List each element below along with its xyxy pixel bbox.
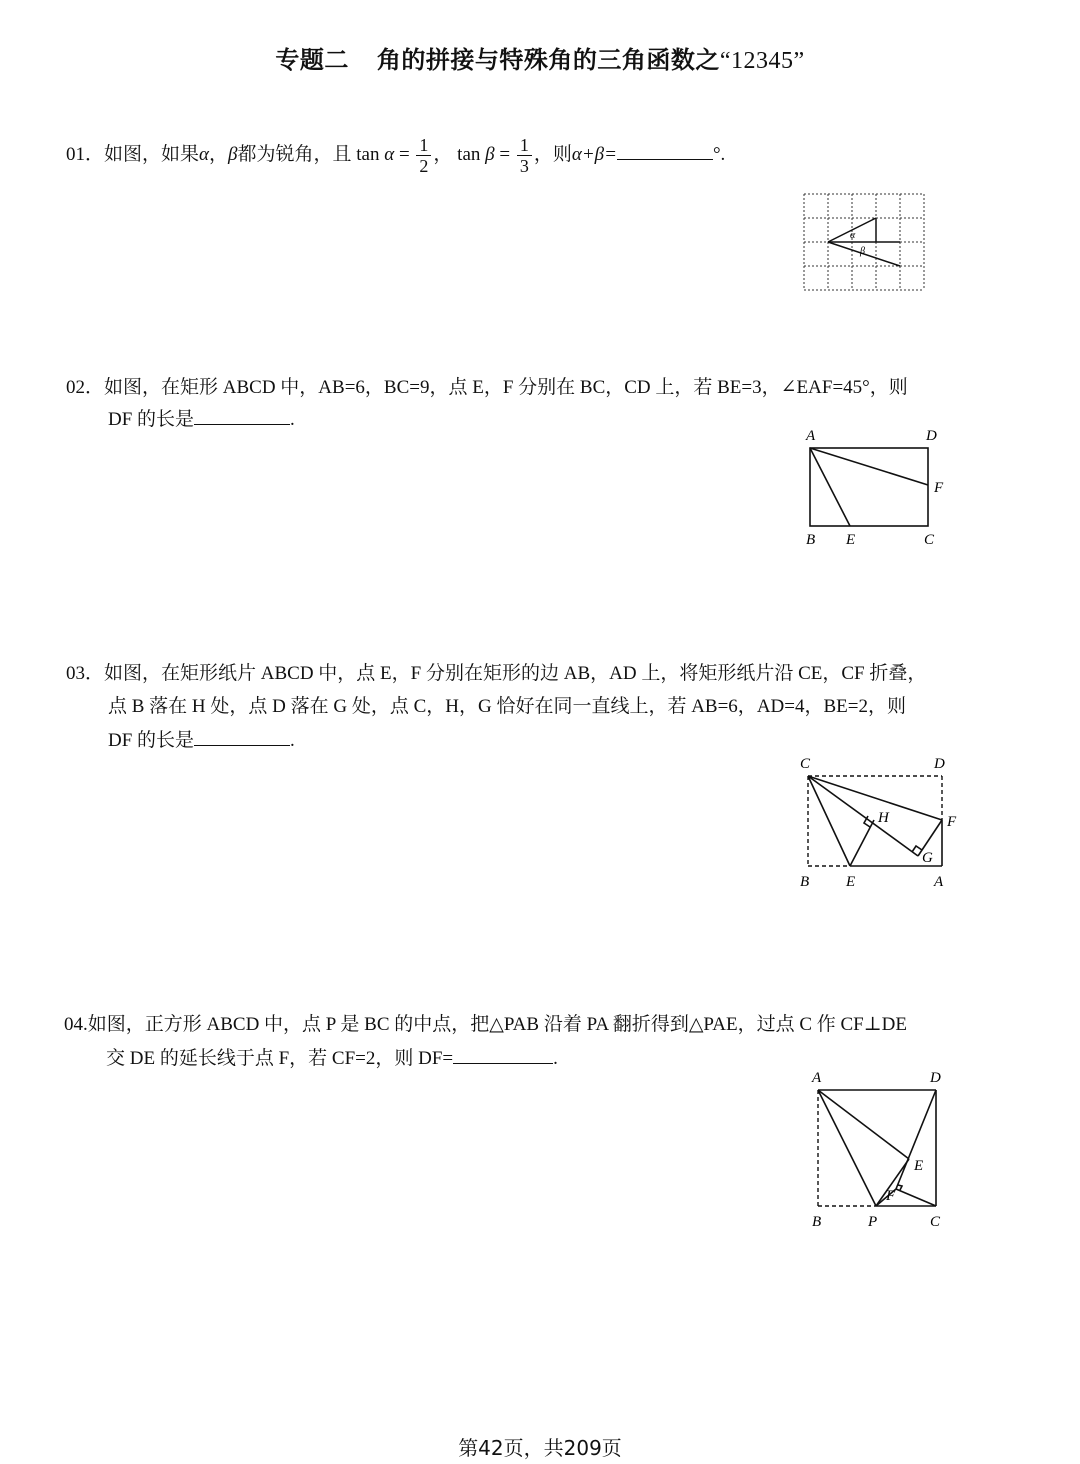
q1-text-a: 如图，如果 <box>104 143 200 165</box>
q1-end: °. <box>712 143 726 165</box>
fraction-one-half <box>416 135 431 176</box>
q3-text-1: 如图，在矩形纸片 ABCD 中，点 E，F 分别在矩形的边 AB，AD 上，将矩形纸片沿 CE，CF 折叠， <box>104 663 927 684</box>
q3-label-g: G <box>922 850 933 866</box>
q1-beta: β <box>228 143 238 165</box>
q3-label-e: E <box>846 874 856 890</box>
q2-text-2: DF 的长是 <box>108 409 195 430</box>
q4-answer-blank[interactable] <box>453 1045 553 1064</box>
page-number-footer: 第42页，共209页 <box>458 1436 622 1460</box>
q2-end: . <box>290 409 295 430</box>
q1-sum: α+β= <box>571 143 617 165</box>
q2-label-c: C <box>924 532 935 548</box>
q1-grid-figure <box>798 188 934 298</box>
q1-beta-2: β <box>485 143 495 165</box>
q1-number: 01． <box>66 143 105 165</box>
q1-answer-blank[interactable] <box>617 141 713 160</box>
q1-text-b: 都为锐角，且 tan <box>237 143 380 165</box>
q4-text-1: 如图，正方形 ABCD 中，点 P 是 BC 的中点，把△PAB 沿着 PA 翻折得到△PAE，过点 C 作 CF⊥DE <box>87 1014 907 1035</box>
q3-folded-rectangle-figure <box>792 750 972 896</box>
q1-eq-2: = <box>494 143 515 165</box>
q4-number: 04. <box>64 1014 88 1035</box>
q3-label-h: H <box>878 810 889 826</box>
q2-label-e: E <box>846 532 856 548</box>
q3-label-c: C <box>800 756 811 772</box>
title-sub: 角的拼接与特殊角的三角函数之 <box>376 46 720 74</box>
q3-text-2: 点 B 落在 H 处，点 D 落在 G 处，点 C，H，G 恰好在同一直线上，若 AB=6，AD=4，BE=2，则 <box>108 696 906 717</box>
q4-label-c: C <box>930 1214 941 1230</box>
q3-number: 03． <box>66 663 105 684</box>
frac2-numerator: 1 <box>517 135 532 156</box>
q3-label-b: B <box>800 874 810 890</box>
q1-sep: ， tan <box>433 143 481 165</box>
question-3-line-3 <box>108 727 295 753</box>
q3-answer-blank[interactable] <box>194 727 290 746</box>
q1-label-beta: β <box>860 246 865 257</box>
q4-label-d: D <box>930 1070 941 1086</box>
q1-text-c: ，则 <box>533 143 572 165</box>
q4-end: . <box>553 1048 558 1069</box>
question-4-line-1 <box>64 1013 907 1037</box>
question-1-text <box>66 135 725 176</box>
q1-comma: ， <box>209 143 229 165</box>
page-title <box>0 40 1080 75</box>
q2-number: 02． <box>66 377 105 398</box>
q2-label-f: F <box>934 480 944 496</box>
q3-label-f: F <box>947 814 957 830</box>
frac1-numerator: 1 <box>416 135 431 156</box>
question-3-line-1 <box>66 662 926 686</box>
question-2-line-2 <box>108 406 295 432</box>
title-main: 专题二 <box>275 46 349 74</box>
q1-alpha: α <box>199 143 210 165</box>
question-2-line-1 <box>66 376 908 400</box>
q1-label-alpha: α <box>850 230 856 241</box>
fraction-one-third <box>517 135 532 176</box>
q1-alpha-2: α <box>384 143 395 165</box>
frac2-denominator: 3 <box>519 156 529 176</box>
q4-label-f: F <box>886 1188 896 1204</box>
q2-text-1: 如图，在矩形 ABCD 中，AB=6，BC=9，点 E，F 分别在 BC，CD 上，若 BE=3，∠EAF=45°，则 <box>104 377 908 398</box>
q4-label-p: P <box>868 1214 878 1230</box>
q2-label-a: A <box>806 428 816 444</box>
q3-text-3: DF 的长是 <box>108 730 195 751</box>
q4-label-e: E <box>914 1158 924 1174</box>
title-quote: “12345” <box>719 48 805 74</box>
q2-label-d: D <box>926 428 937 444</box>
q4-square-fold-figure <box>806 1064 966 1234</box>
q4-text-2: 交 DE 的延长线于点 F，若 CF=2，则 DF= <box>106 1048 454 1069</box>
q4-label-b: B <box>812 1214 822 1230</box>
q3-end: . <box>290 730 295 751</box>
q3-label-a: A <box>934 874 944 890</box>
q2-label-b: B <box>806 532 816 548</box>
q4-label-a: A <box>812 1070 822 1086</box>
frac1-denominator: 2 <box>419 156 429 176</box>
question-3-line-2 <box>108 695 906 719</box>
q3-label-d: D <box>934 756 945 772</box>
question-4-line-2 <box>106 1045 558 1071</box>
q2-answer-blank[interactable] <box>194 406 290 425</box>
q1-eq-1: = <box>394 143 415 165</box>
q2-rectangle-figure <box>796 422 956 552</box>
